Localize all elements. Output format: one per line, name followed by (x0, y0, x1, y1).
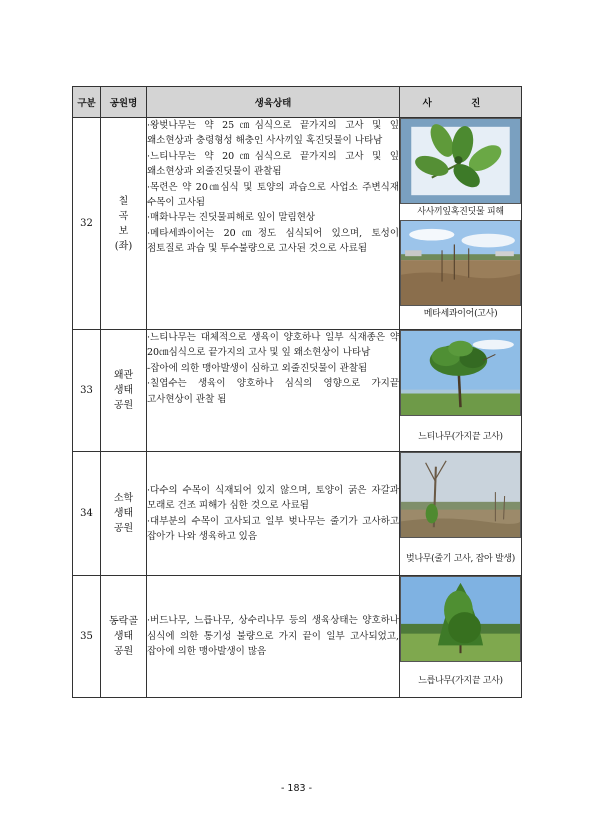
condition-description (147, 118, 400, 330)
condition-item: ·버드나무, 느릅나무, 상수리나무 등의 생육상태는 양호하나 심식에 의한 통기성 불량으로 가지 끝이 일부 고사되었고, 잡아에 의한 맹아발생이 많음 (147, 615, 399, 658)
condition-item: ·칠엽수는 생육이 양호하나 심식의 영향으로 가지끝 고사현상이 관찰 됨 (147, 378, 399, 405)
park-name (101, 330, 147, 452)
table-header-row (73, 87, 522, 118)
park-name (101, 452, 147, 576)
table-row (73, 452, 522, 576)
park-name-line: 생태 (113, 631, 134, 642)
condition-item: ·다수의 수목이 식재되어 있지 않으며, 토양이 굵은 자갈과 모래로 건조 피해가 심한 것으로 사료됨 (147, 484, 399, 512)
row-number: 33 (73, 330, 101, 452)
row-number: 32 (73, 118, 101, 330)
header-park-name: 공원명 (101, 87, 147, 118)
dead-metasequoia-photo (400, 220, 521, 306)
condition-item: ·대부분의 수목이 고사되고 일부 벚나무는 줄기가 고사하고 잡아가 나와 생육하고 있음 (147, 515, 399, 542)
row-number: 34 (73, 452, 101, 576)
elm-tree-photo (400, 576, 521, 662)
park-name-line: 왜관 (113, 370, 134, 381)
park-name-line: 보 (118, 225, 129, 237)
photo-caption: 벚나무(줄기 고사, 잡아 발생) (405, 554, 515, 564)
park-name-line: (좌) (114, 240, 133, 252)
cherry-tree-photo (400, 452, 521, 538)
header-condition: 생육상태 (147, 87, 400, 118)
condition-item: ·느티나무는 대체적으로 생육이 양호하나 일부 식재종은 약 20㎝심식으로 끝가지의 고사 및 잎 왜소현상이 나타남 (147, 332, 399, 359)
photo-caption: 느티나무(가지끝 고사) (418, 432, 503, 442)
photo-cell (400, 452, 522, 576)
row-number: 35 (73, 576, 101, 698)
condition-item: ·왕벚나무는 약 25㎝심식으로 끝가지의 고사 및 잎 왜소현상과 충령형성 해충인 사사끼잎 혹진딧물이 나타남 (147, 120, 399, 147)
condition-description (147, 576, 400, 698)
tree-condition-table (72, 86, 522, 698)
table-row (73, 576, 522, 698)
photo-cell (400, 118, 522, 330)
condition-item: ·느티나무는 약 20㎝심식으로 끝가지의 고사 및 잎 왜소현상과 외줄진딧물이 관찰됨 (147, 150, 399, 178)
header-division: 구분 (73, 87, 101, 118)
photo-caption: 느릅나무(가지끝 고사) (418, 676, 503, 686)
condition-description (147, 330, 400, 452)
park-name (101, 576, 147, 698)
photo-caption: 메타세콰이어(고사) (423, 309, 498, 319)
table-row (73, 118, 522, 330)
page-number: - 183 - (280, 783, 313, 794)
table-row (73, 330, 522, 452)
park-name-line: 공원 (113, 523, 134, 534)
condition-item: ·매화나무는 진딧물피해로 잎이 말림현상 (147, 212, 316, 224)
photo-caption: 사사끼잎혹진딧물 피해 (417, 207, 504, 217)
park-name-line: 동락골 (109, 616, 138, 627)
photo-cell (400, 576, 522, 698)
park-name-line: 생태 (113, 385, 134, 396)
condition-item: ·목련은 약 20㎝심식 및 토양의 과습으로 사업소 주변식재 수목이 고사됨 (147, 181, 399, 208)
leaf-aphid-photo (400, 118, 521, 204)
park-name-line: 공원 (113, 400, 134, 411)
park-name-line: 공원 (113, 646, 134, 657)
condition-item: ·메타세콰이어는 20㎝정도 심식되어 있으며, 토성이 점토질로 과습 및 투수불량으로 고사된 것으로 사료됨 (147, 227, 399, 254)
park-name-line: 소학 (113, 493, 134, 504)
zelkova-tree-photo (400, 330, 521, 416)
header-photo: 사 진 (400, 87, 522, 118)
condition-item: -잡아에 의한 맹아발생이 심하고 외줄진딧물이 관찰됨 (147, 362, 368, 374)
park-name-line: 칠 (118, 195, 129, 207)
condition-description (147, 452, 400, 576)
park-name-line: 생태 (113, 508, 134, 519)
photo-cell (400, 330, 522, 452)
park-name-line: 곡 (118, 210, 129, 222)
park-name (101, 118, 147, 330)
